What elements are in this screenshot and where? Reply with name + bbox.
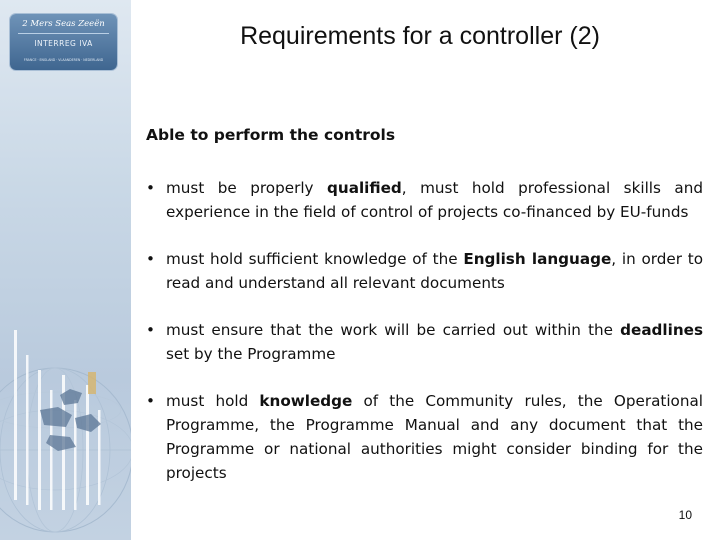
bullet-item [146,318,703,366]
bullet-text: , in order to read and understand all relevant documents [166,250,704,292]
bullet-emphasis: deadlines [620,321,703,339]
bullet-item [146,176,703,224]
bullet-text: must be properly [166,179,328,197]
logo-title: 2 Mers Seas Zeeën [22,19,105,29]
logo-tagline: FRANCE · ENGLAND · VLAANDEREN · NEDERLAND [23,58,104,62]
bullet-marker: • [146,250,155,268]
programme-logo [10,14,117,70]
bullet-marker: • [146,392,155,410]
bullet-list [146,176,703,508]
logo-wave-line [18,33,109,34]
bullet-marker: • [146,179,155,197]
bullet-text: must ensure that the work will be carried out within the [166,321,621,339]
bullet-text: , must hold professional skills and experience in the field of control of projects co-financed by EU-funds [166,179,703,221]
bullet-text: must hold sufficient knowledge of the [166,250,464,268]
bullet-item [146,389,703,485]
bullet-text: set by the Programme [166,345,336,363]
bullet-item [146,247,703,295]
bullet-emphasis: qualified [327,179,402,197]
slide-title: Requirements for a controller (2) [240,22,600,50]
bullet-text: of the Community rules, the Operational Programme, the Programme Manual and any document that the Programme or national authorities might consider binding for the projects [166,392,703,482]
page-number: 10 [678,508,692,522]
section-heading: Able to perform the controls [146,126,396,144]
logo-subtitle: INTERREG IVA [34,39,93,48]
bullet-marker: • [146,321,155,339]
bullet-emphasis: English language [463,250,612,268]
bullet-emphasis: knowledge [259,392,353,410]
sidebar-decoration [0,0,131,540]
globe-illustration [0,300,131,540]
bullet-text: must hold [166,392,260,410]
